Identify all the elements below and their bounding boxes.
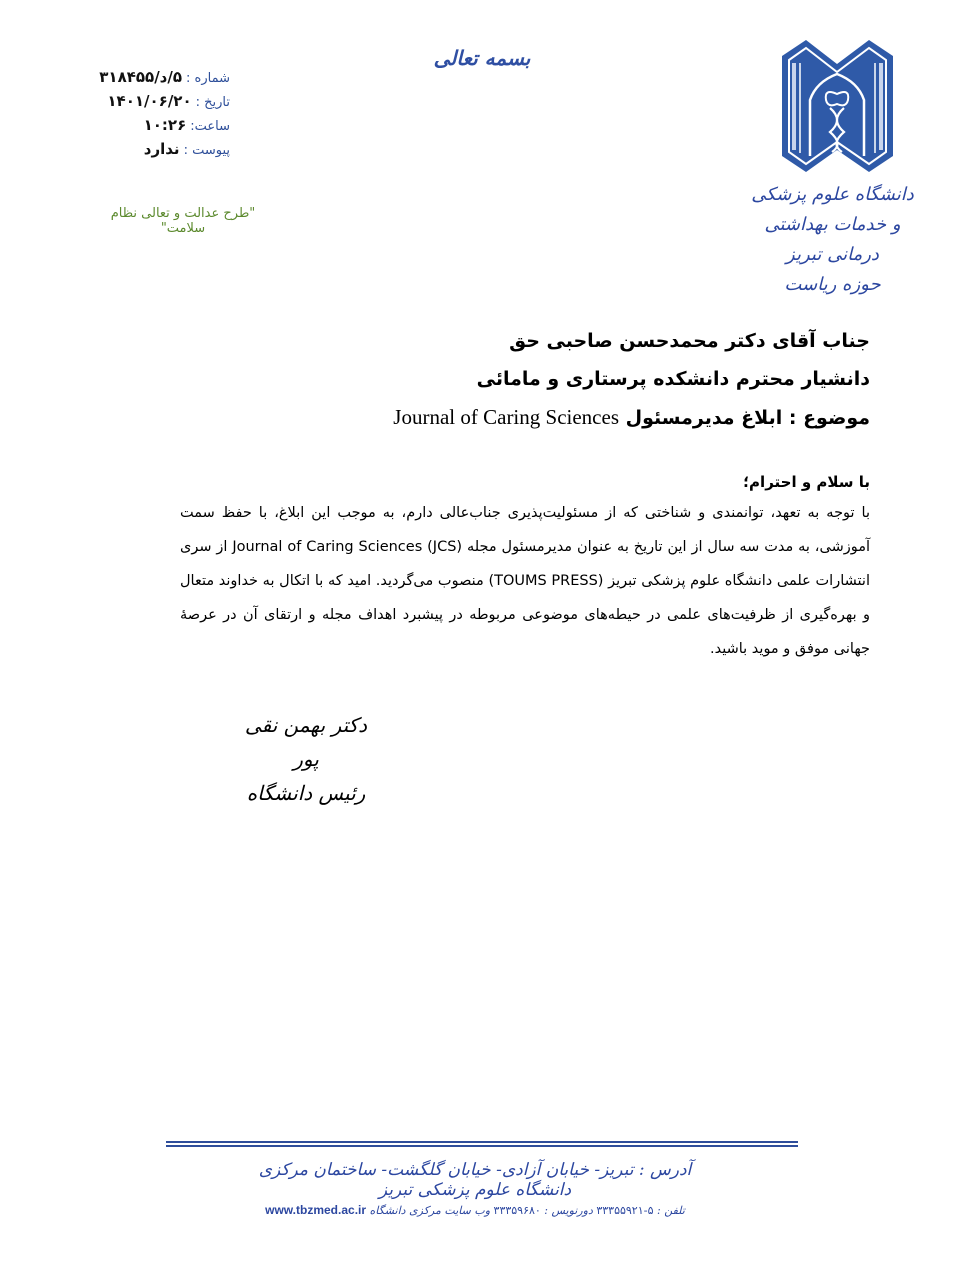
meta-number [70, 68, 230, 92]
footer-address: آدرس : تبریز- خیابان آزادی- خیابان گلگشت- ساختمان مرکزی دانشگاه علوم پزشکی تبریز [258, 1160, 692, 1200]
subject-line [350, 398, 870, 437]
fax-value: ۳۳۳۵۹۶۸۰ [493, 1204, 541, 1217]
meta-date [70, 92, 230, 116]
addressee-block [350, 322, 870, 437]
signature-block [236, 708, 376, 810]
greeting: با سلام و احترام؛ [743, 473, 870, 491]
signatory-title: رئیس دانشگاه [246, 781, 366, 805]
time-label: ساعت: [190, 119, 230, 134]
signatory-name: دکتر بهمن نقی پور [244, 713, 368, 771]
subject-prefix: موضوع : ابلاغ مدیرمسئول [625, 407, 870, 429]
institution-line-2: و خدمات بهداشتی درمانی تبریز [764, 214, 901, 265]
addressee-name: جناب آقای دکتر محمدحسن صاحبی حق [509, 330, 870, 352]
institution-name [740, 180, 925, 300]
footer-divider [166, 1141, 798, 1147]
attachment-label: پیوست : [183, 143, 230, 158]
slogan: "طرح عدالت و تعالی نظام سلامت" [110, 206, 256, 236]
subject-journal: Journal of Caring Sciences [393, 405, 619, 429]
addressee-position: دانشیار محترم دانشکده پرستاری و مامائی [476, 368, 870, 390]
invocation-heading: بسمه تعالی [433, 46, 531, 70]
letter-body [180, 468, 870, 666]
phone-value: ۵-۳۳۳۵۵۹۲۱ [596, 1204, 654, 1217]
phone-label: تلفن : [653, 1204, 685, 1217]
institution-line-3: حوزه ریاست [784, 274, 881, 295]
time-value: ۱۰:۲۶ [143, 116, 187, 134]
date-value: ۱۴۰۱/۰۶/۲۰ [107, 92, 192, 110]
attachment-value: ندارد [143, 140, 180, 158]
number-value: ۵/د/۳۱۸۴۵۵ [99, 68, 183, 86]
fax-label: دورنویس : [540, 1204, 593, 1217]
website-label: وب سایت مرکزی دانشگاه [366, 1204, 491, 1217]
meta-attachment [70, 140, 230, 164]
meta-time [70, 116, 230, 140]
website-link[interactable]: www.tbzmed.ac.ir [265, 1203, 367, 1217]
letter-meta [70, 68, 230, 164]
university-emblem-icon [780, 38, 895, 174]
footer-contact [260, 1203, 690, 1217]
number-label: شماره : [186, 71, 230, 86]
institution-line-1: دانشگاه علوم پزشکی [751, 184, 914, 205]
date-label: تاریخ : [195, 95, 230, 110]
body-paragraph: با توجه به تعهد، توانمندی و شناختی که از مسئولیت‌پذیری جناب‌عالی دارم، به موجب این ابلاغ، با حفظ سمت آموزشی، به مدت سه سال از این تاریخ به عنوان مدیرمسئول مجله Journal of Caring Sciences (JCS) از سری انتشارات علمی دانشگاه علوم پزشکی تبریز (TOUMS PRESS) منصوب می‌گردید. امید که با اتکال به خداوند متعال و بهره‌گیری از ظرفیت‌های علمی در حیطه‌های موضوعی مربوطه در پیشبرد اهداف مجله و ارتقای آن در عرصهٔ جهانی موفق و موید باشید. [180, 505, 871, 657]
